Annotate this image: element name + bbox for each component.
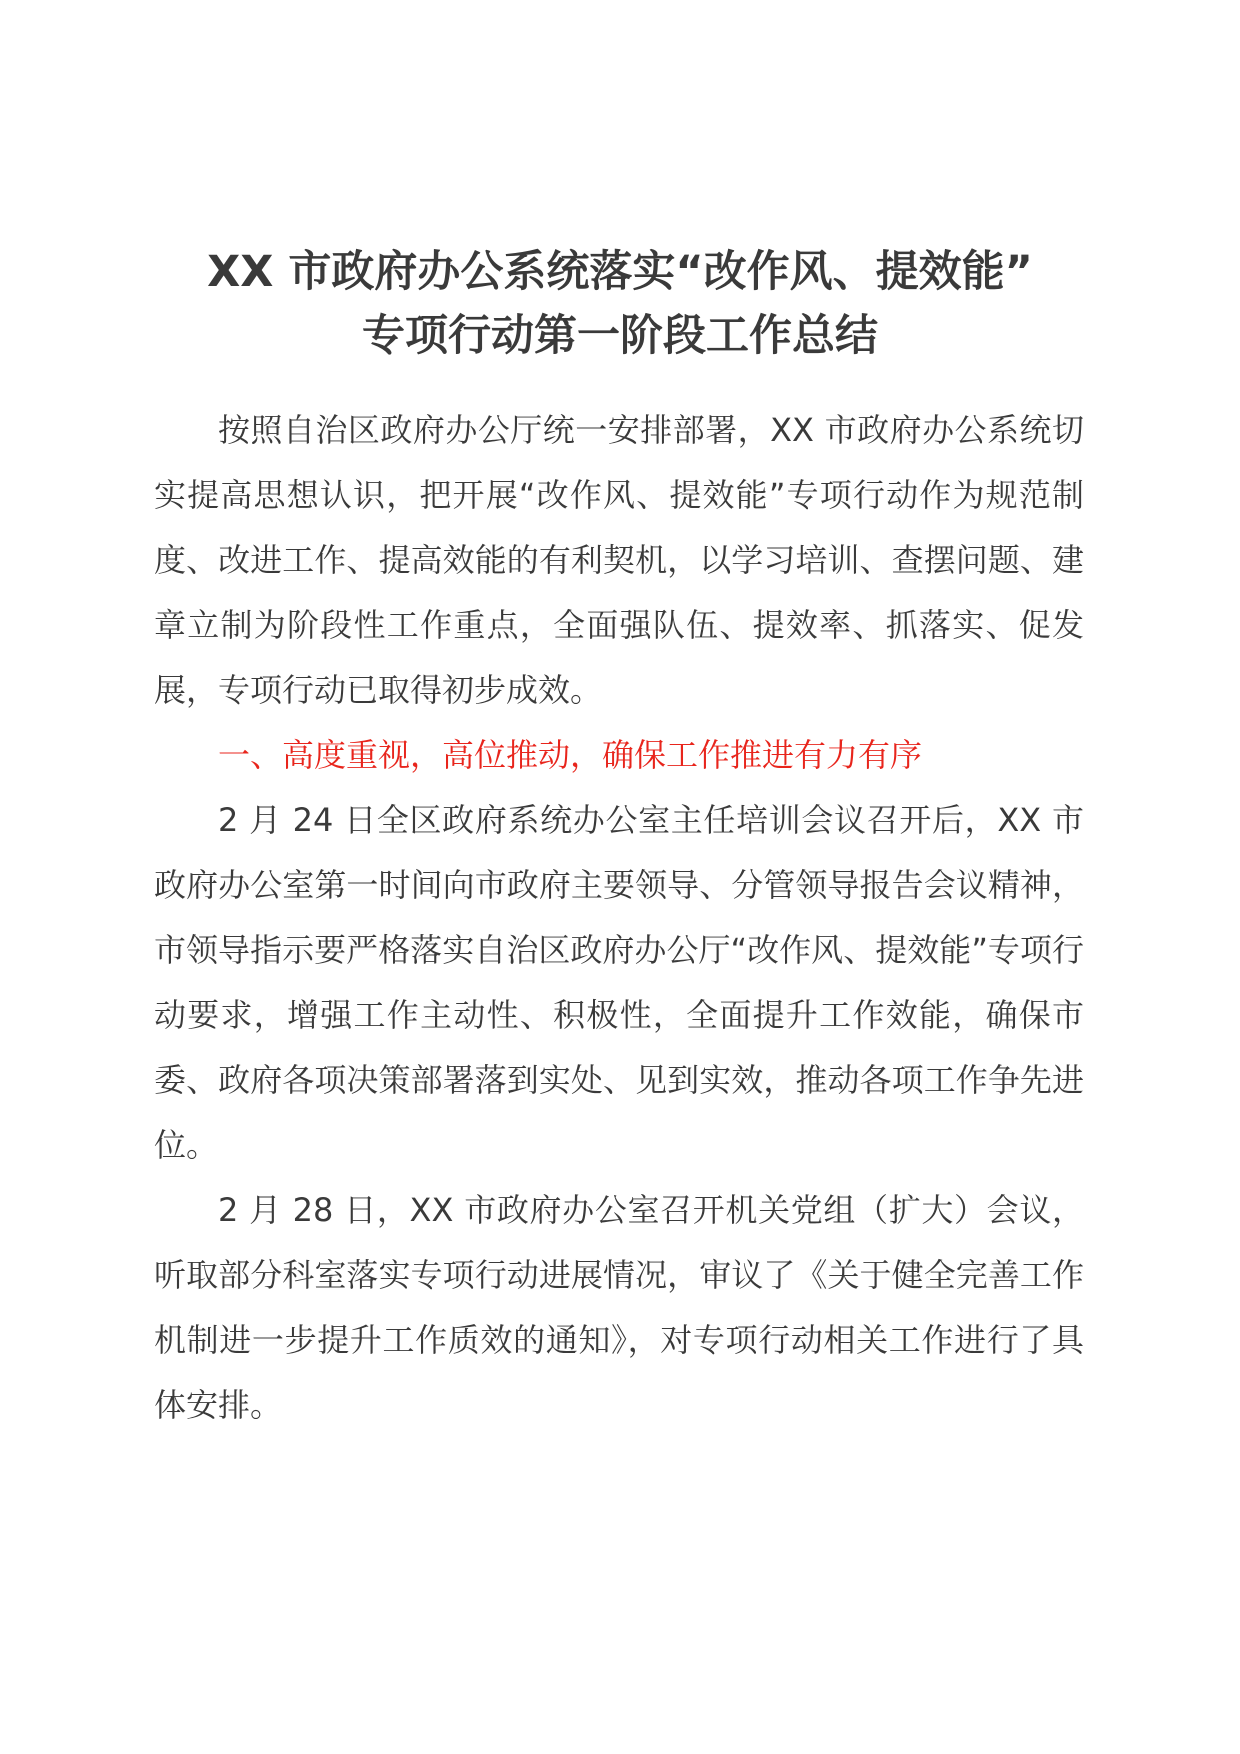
document-title-line-2: 专项行动第一阶段工作总结 [362,311,878,361]
section-1-paragraph-2: 2 月 28 日，XX 市政府办公室召开机关党组（扩大）会议，听取部分科室落实专项行动进展情况，审议了《关于健全完善工作机制进一步提升工作质效的通知》，对专项行动相关工作进行了具体安排。 [154,1191,1084,1424]
document-body [154,398,1084,1438]
document-title-line-1: XX 市政府办公系统落实“改作风、提效能” [207,247,1033,297]
section-1-paragraph-1: 2 月 24 日全区政府系统办公室主任培训会议召开后，XX 市政府办公室第一时间向市政府主要领导、分管领导报告会议精神，市领导指示要严格落实自治区政府办公厅“改作风、提效能”专项行动要求，增强工作主动性、积极性，全面提升工作效能，确保市委、政府各项决策部署落到实处、见到实效，推动各项工作争先进位。 [154,801,1084,1164]
intro-paragraph: 按照自治区政府办公厅统一安排部署，XX 市政府办公系统切实提高思想认识，把开展“改作风、提效能”专项行动作为规范制度、改进工作、提高效能的有利契机，以学习培训、查摆问题、建章立制为阶段性工作重点，全面强队伍、提效率、抓落实、促发展，专项行动已取得初步成效。 [154,411,1084,709]
section-1-heading: 一、高度重视，高位推动，确保工作推进有力有序 [218,736,923,774]
